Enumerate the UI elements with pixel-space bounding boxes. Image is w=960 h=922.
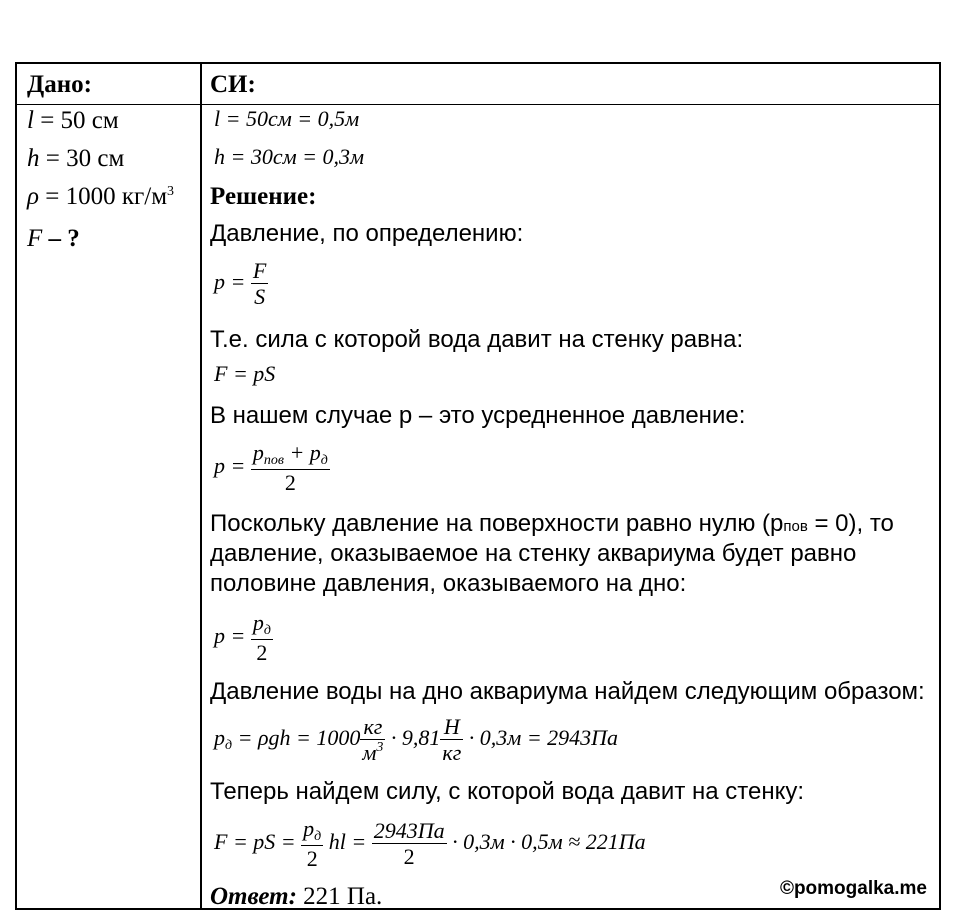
formula-pressure-definition: p = $\frac{F}{S}$ (214, 258, 267, 310)
given-density: ρ = 1000 $кг/м^3$ (27, 183, 175, 210)
find-force: F – ? (27, 225, 80, 252)
solution-text-3: В нашем случае р – это усредненное давление: (210, 402, 746, 429)
answer-line: Ответ: 221 Па. (210, 883, 383, 910)
formula-wall-pressure: p = $\frac{p_д}{2}$ (214, 610, 271, 666)
solution-text-6: Теперь найдем силу, с которой вода давит на стенку: (210, 778, 805, 805)
si-length: l = 50см = 0,5м (214, 106, 360, 131)
si-height: h = 30см = 0,3м (214, 144, 365, 169)
formula-force: F = pS (214, 361, 276, 386)
brand-watermark: ©pomogalka.me (779, 878, 927, 899)
given-heading: Дано: (27, 71, 92, 98)
solution-text-1: Давление, по определению: (210, 220, 524, 247)
solution-table (15, 62, 941, 910)
si-heading: СИ: (210, 71, 256, 98)
solution-text-5: Давление воды на дно аквариума найдем следующим образом: (210, 678, 925, 705)
column-divider (200, 64, 202, 908)
solution-text-4-line2: давление, оказываемое на стенку аквариума будет равно (210, 540, 857, 567)
solution-text-4: Поскольку давление на поверхности равно нулю (рпов = 0), то (210, 510, 894, 537)
formula-bottom-pressure: $p_д = \rho gh = 1000$ $\frac{кг}{м^3}$ · 9,81 $\frac{Н}{кг}$ · 0,3м = 2943Па (214, 714, 619, 766)
given-height: h = 30 см (27, 145, 125, 172)
formula-average-pressure: p = $\frac{p_{пов} + p_д}{2}$ (214, 440, 328, 496)
solution-text-2: Т.е. сила с которой вода давит на стенку равна: (210, 326, 744, 353)
header-row-line (17, 104, 939, 105)
formula-final-force: F = pS = $\frac{p_д}{2}$ hl = $\frac{2943Па}{2}$ · 0,3м · 0,5м ≈ 221Па (214, 816, 646, 872)
solution-heading: Решение: (210, 183, 317, 210)
solution-text-4-line3: половине давления, оказываемого на дно: (210, 570, 687, 597)
given-length: l = 50 см (27, 107, 119, 134)
